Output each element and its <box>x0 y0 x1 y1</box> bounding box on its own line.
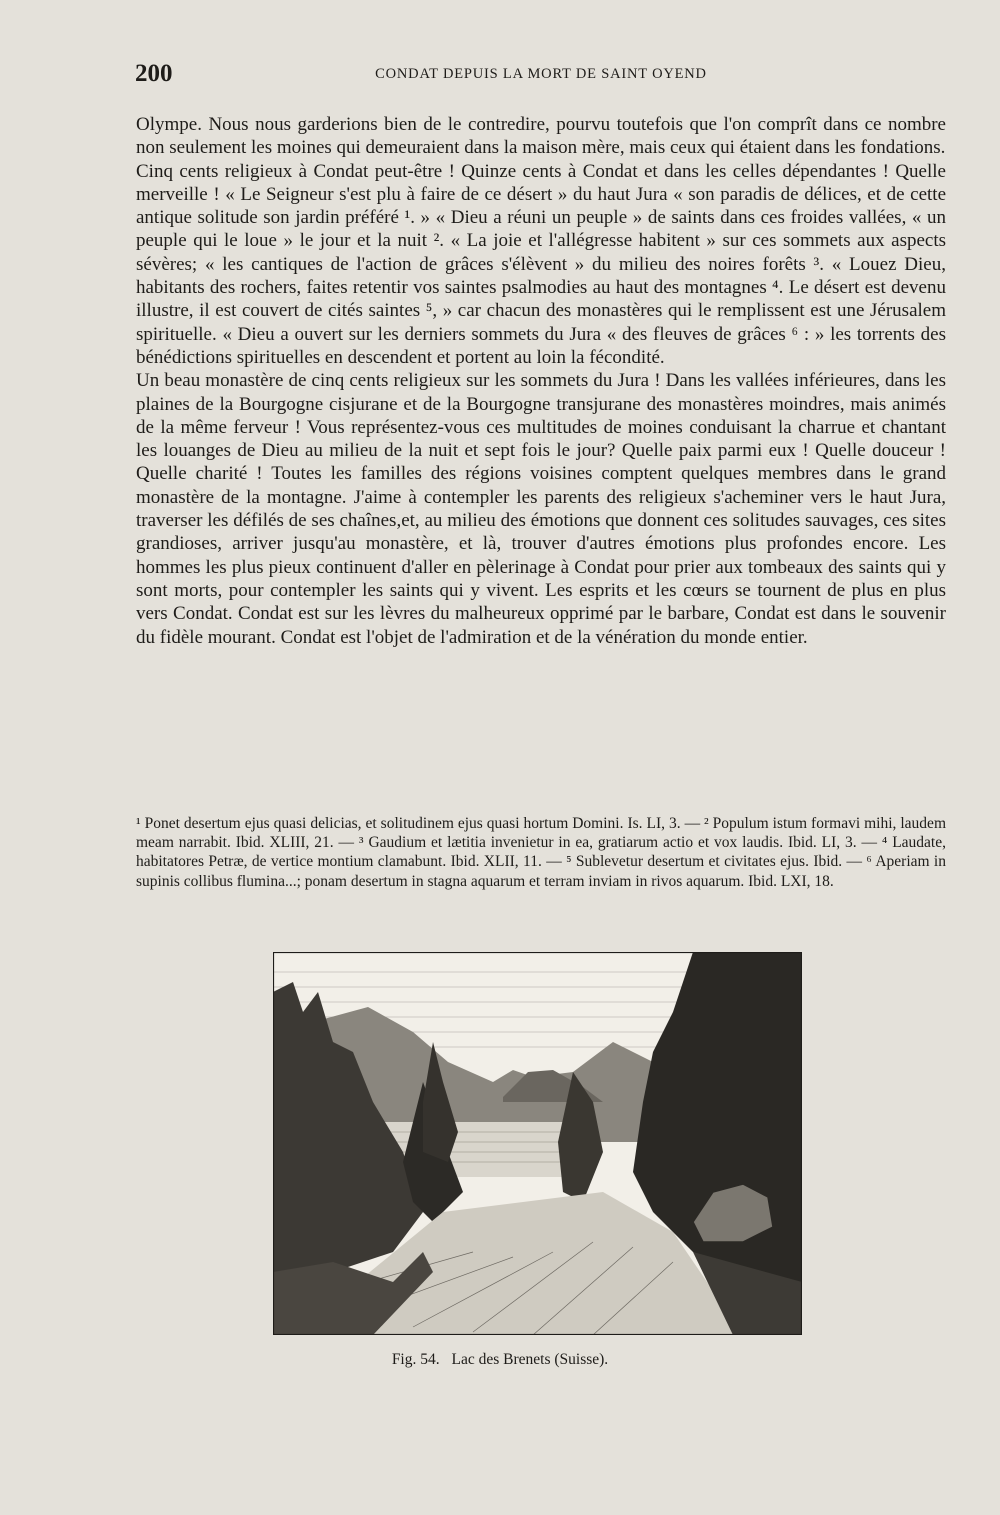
figure-caption <box>0 1351 1000 1369</box>
footnote-text: ¹ Ponet desertum ejus quasi delicias, et solitudinem ejus quasi hortum Domini. Is. LI, 3. — ² Populum istum formavi mihi, laudem meam narrabit. Ibid. XLIII, 21. — ³ Gaudium et lætitia invenietur in ea, gratiarum actio et vox laudis. Ibid. LI, 3. — ⁴ Laudate, habitatores Petræ, de vertice montium clamabunt. Ibid. XLII, 11. — ⁵ Sublevetur desertum et civitates ejus. Ibid. — ⁶ Aperiam in supinis collibus flumina...; ponam desertum in stagna aquarum et terram inviam in rivos aquarum. Ibid. LXI, 18. <box>136 815 946 890</box>
paragraph-1: Olympe. Nous nous garderions bien de le contredire, pourvu toutefois que l'on comprît dans ce nombre non seulement les moines qui demeuraient dans la maison mère, mais ceux qui étaient dans les fondations. <box>136 114 946 159</box>
figure-caption-text: Lac des Brenets (Suisse). <box>451 1351 609 1368</box>
footnotes <box>136 814 946 891</box>
figure-label: Fig. 54. <box>391 1351 440 1368</box>
page-number: 200 <box>135 60 173 87</box>
figure-engraving <box>273 952 802 1335</box>
page-header <box>135 60 947 94</box>
main-text <box>136 113 946 649</box>
paragraph-2: Cinq cents religieux à Condat peut-être ! Quinze cents à Condat et dans les celles dépendantes ! Quelle merveille ! « Le Seigneur s'est plu à faire de ce désert » du haut Jura « son paradis de délices, et de cette antique solitude son jardin préféré ¹. » « Dieu a réuni un peuple » de saints dans ces froides vallées, « un peuple qui le loue » le jour et la nuit ². « La joie et l'allégresse habitent » sur ces sommets aux aspects sévères; « les cantiques de l'action de grâces s'élèvent » du milieu des noires forêts ³. « Louez Dieu, habitants des rochers, faites retentir vos saintes psalmodies au haut des montagnes ⁴. Le désert est devenu illustre, il est couvert de cités saintes ⁵, » car chacun des monastères qui le remplissent est une Jérusalem spirituelle. « Dieu a ouvert sur les derniers sommets du Jura « des fleuves de grâces ⁶ : » les torrents des bénédictions spirituelles en descendent et portent au loin la fécondité. <box>136 160 946 368</box>
paragraph-3: Un beau monastère de cinq cents religieux sur les sommets du Jura ! Dans les vallées inférieures, dans les plaines de la Bourgogne cisjurane et de la Bourgogne transjurane des monastères moindres, mais animés de la même ferveur ! Vous représentez-vous ces multitudes de moines conduisant la charrue et chantant les louanges de Dieu au milieu de la nuit et sept fois le jour? Quelle paix parmi eux ! Quelle douceur ! Quelle charité ! Toutes les familles des régions voisines comptent quelques membres dans le grand monastère de la montagne. J'aime à contempler les parents des religieux s'acheminer vers le haut Jura, traverser les défilés de ses chaînes,et, au milieu des émotions que donnent ces solitudes sauvages, ces sites grandioses, arriver jusqu'au monastère, et là, trouver d'autres émotions plus profondes encore. Les hommes les plus pieux continuent d'aller en pèlerinage à Condat pour prier aux tombeaux des saints qui y sont morts, pour contempler les saints qui y vivent. Les esprits et les cœurs se tournent de plus en plus vers Condat. Condat est sur les lèvres du malheureux opprimé par le barbare, Condat est dans le souvenir du fidèle mourant. Condat est l'objet de l'admiration et de la vénération du monde entier. <box>136 370 946 648</box>
engraving-landscape-icon <box>273 952 802 1335</box>
running-title: CONDAT DEPUIS LA MORT DE SAINT OYEND <box>375 66 707 82</box>
